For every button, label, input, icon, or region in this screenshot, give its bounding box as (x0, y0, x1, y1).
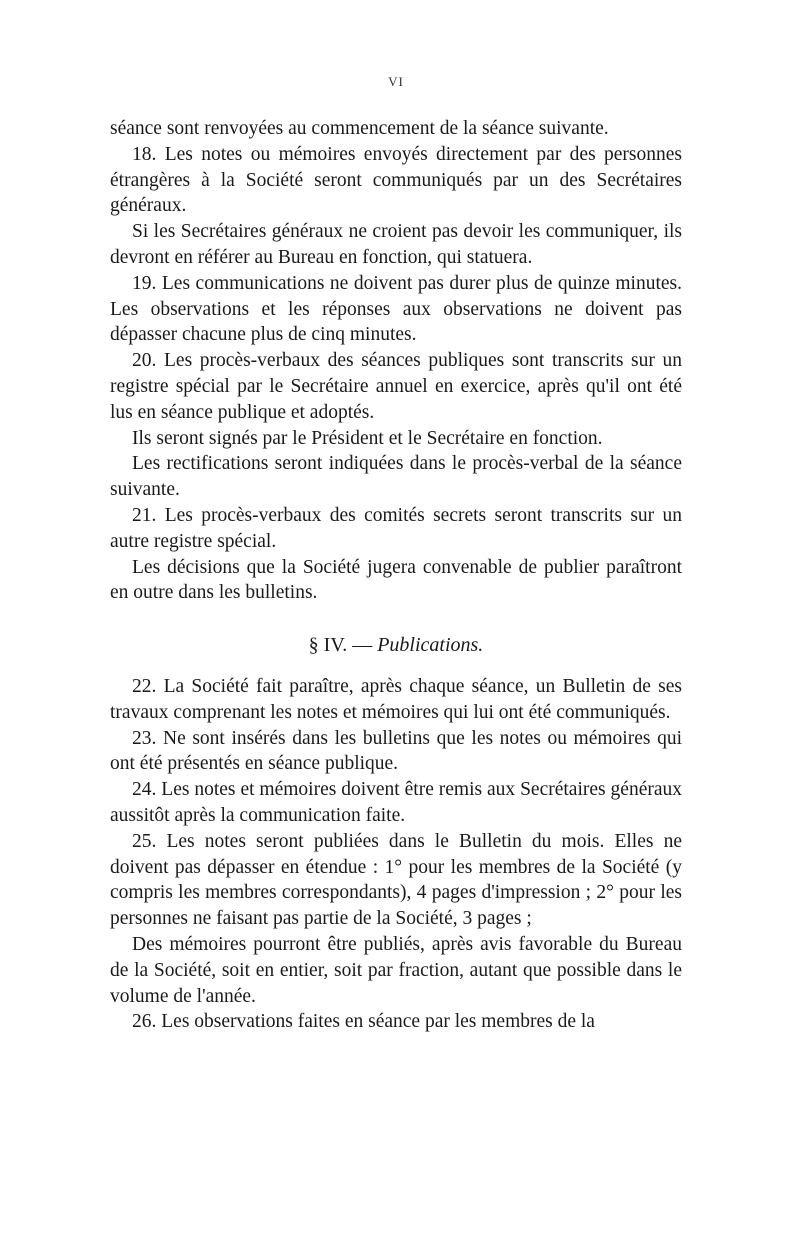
paragraph-continuation: séance sont renvoyées au commencement de la séance suivante. (110, 118, 609, 139)
article-18: 18. Les notes ou mémoires envoyés directement par des personnes étrangères à la Société seront communiqués par un des Secrétaires généraux. (110, 143, 682, 217)
article-21-paragraph-2: Les décisions que la Société jugera convenable de publier paraîtront en outre dans les bulletins. (110, 556, 682, 604)
article-20: 20. Les procès-verbaux des séances publiques sont transcrits sur un registre spécial par le Secrétaire annuel en exercice, après qu'il ont été lus en séance publique et adoptés. (110, 350, 682, 423)
article-24: 24. Les notes et mémoires doivent être remis aux Secrétaires généraux aussitôt après la communication faite. (110, 779, 682, 826)
document-page (110, 0, 682, 1253)
article-20-paragraph-2: Ils seront signés par le Président et le Secrétaire en fonction. (132, 427, 603, 449)
article-20-paragraph-3: Les rectifications seront indiquées dans le procès-verbal de la séance suivante. (110, 453, 682, 501)
page-number: VI (388, 74, 404, 89)
section-heading (110, 632, 682, 658)
article-19: 19. Les communications ne doivent pas durer plus de quinze minutes. Les observations et les réponses aux observations ne doivent pas dépasser chacune plus de cinq minutes. (110, 272, 682, 346)
article-21: 21. Les procès-verbaux des comités secrets seront transcrits sur un autre registre spécial. (110, 504, 682, 552)
article-25: 25. Les notes seront publiées dans le Bulletin du mois. Elles ne doivent pas dépasser en étendue : 1° pour les membres de la Société (y compris les membres correspondants), 4 pages d'impression ; 2° pour les personnes ne faisant pas partie de la Société, 3 pages ; (110, 830, 682, 930)
article-25-paragraph-2: Des mémoires pourront être publiés, après avis favorable du Bureau de la Société, soit en entier, soit par fraction, autant que possible dans le volume de l'année. (110, 933, 682, 1007)
article-18-paragraph-2: Si les Secrétaires généraux ne croient pas devoir les communiquer, ils devront en référer au Bureau en fonction, qui statuera. (110, 221, 682, 268)
section-heading-title: Publications. (377, 634, 484, 656)
section-heading-prefix: § IV. — (308, 634, 373, 656)
articles-block-upper (110, 116, 682, 606)
article-26: 26. Les observations faites en séance par les membres de la (132, 1011, 595, 1033)
article-22: 22. La Société fait paraître, après chaque séance, un Bulletin de ses travaux comprenant les notes et mémoires qui lui ont été communiqués. (110, 676, 682, 723)
article-23: 23. Ne sont insérés dans les bulletins que les notes ou mémoires qui ont été présentés en séance publique. (110, 727, 682, 775)
articles-block-lower (110, 674, 682, 1035)
